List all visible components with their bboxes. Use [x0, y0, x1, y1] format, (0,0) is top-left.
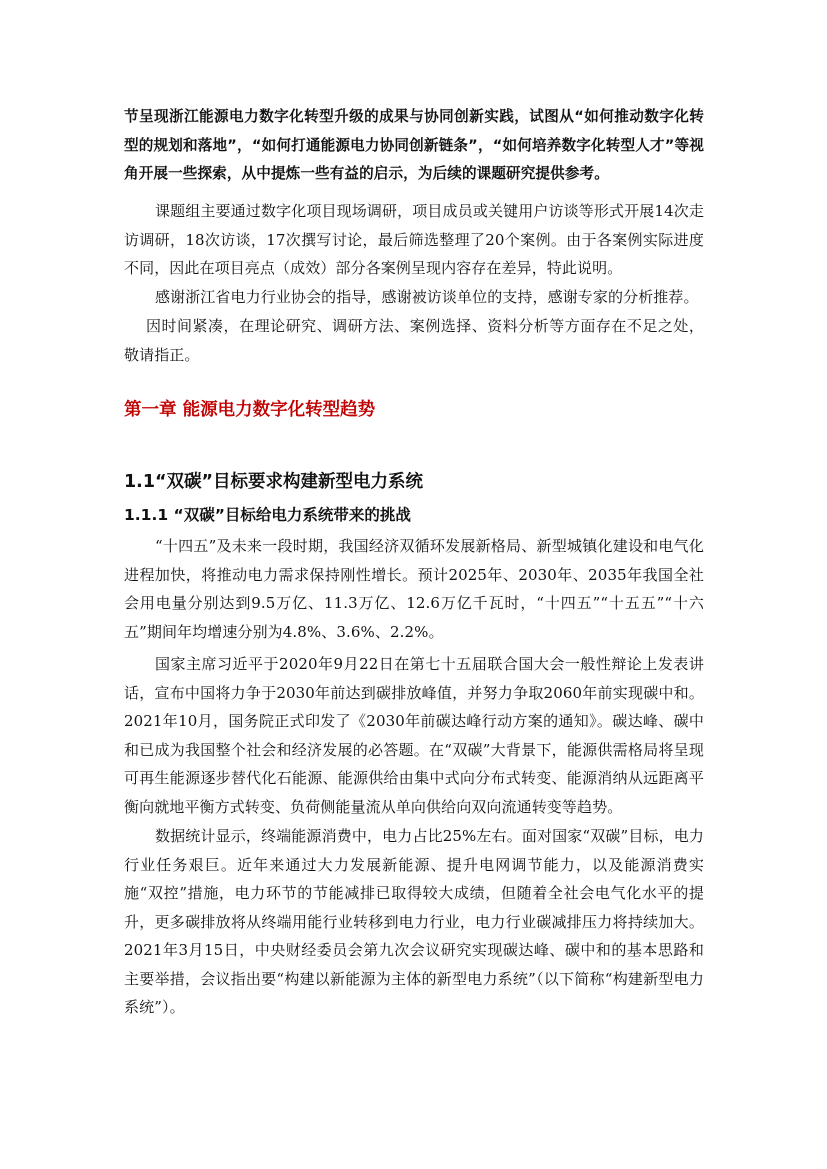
body-paragraph-3: 数据统计显示，终端能源消费中，电力占比25%左右。面对国家“双碳”目标，电力行业任务艰巨。近年来通过大力发展新能源、提升电网调节能力，以及能源消费实施“双控”措施，电力环节的节能减排已取得较大成绩，但随着全社会电气化水平的提升，更多碳排放将从终端用能行业转移到电力行业，电力行业碳减排压力将持续加大。2021年3月15日，中央财经委员会第九次会议研究实现碳达峰、碳中和的基本思路和主要举措，会议指出要“构建以新能源为主体的新型电力系统”（以下简称“构建新型电力系统”）。	[124, 827, 704, 1016]
apology-paragraph: 因时间紧凑，在理论研究、调研方法、案例选择、资料分析等方面存在不足之处，敬请指正。	[124, 317, 704, 364]
section-title: 1.1“双碳”目标要求构建新型电力系统	[124, 472, 424, 492]
chapter-title: 第一章 能源电力数字化转型趋势	[124, 400, 376, 420]
subsection-title: 1.1.1 “双碳”目标给电力系统带来的挑战	[124, 506, 411, 524]
method-paragraph: 课题组主要通过数字化项目现场调研，项目成员或关键用户访谈等形式开展14次走访调研，18次访谈，17次撰写讨论，最后筛选整理了20个案例。由于各案例实际进度不同，因此在项目亮点（成效）部分各案例呈现内容存在差异，特此说明。	[124, 202, 704, 277]
thanks-paragraph: 感谢浙江省电力行业协会的指导，感谢被访谈单位的支持，感谢专家的分析推荐。	[155, 288, 699, 306]
body-paragraph-1: “十四五”及未来一段时期，我国经济双循环发展新格局、新型城镇化建设和电气化进程加快，将推动电力需求保持刚性增长。预计2025年、2030年、2035年我国全社会用电量分别达到9.5万亿、11.3万亿、12.6万亿千瓦时，“十四五”“十五五”“十六五”期间年均增速分别为4.8%、3.6%、2.2%。	[124, 537, 704, 641]
body-paragraph-2: 国家主席习近平于2020年9月22日在第七十五届联合国大会一般性辩论上发表讲话，宣布中国将力争于2030年前达到碳排放峰值，并努力争取2060年前实现碳中和。2021年10月，国务院正式印发了《2030年前碳达峰行动方案的通知》。碳达峰、碳中和已成为我国整个社会和经济发展的必答题。在“双碳”大背景下，能源供需格局将呈现可再生能源逐步替代化石能源、能源供给由集中式向分布式转变、能源消纳从远距离平衡向就地平衡方式转变、负荷侧能量流从单向供给向双向流通转变等趋势。	[124, 655, 704, 816]
intro-paragraph: 节呈现浙江能源电力数字化转型升级的成果与协同创新实践，试图从“如何推动数字化转型的规划和落地”，“如何打通能源电力协同创新链条”，“如何培养数字化转型人才”等视角开展一些探索，从中提炼一些有益的启示，为后续的课题研究提供参考。	[124, 108, 704, 182]
